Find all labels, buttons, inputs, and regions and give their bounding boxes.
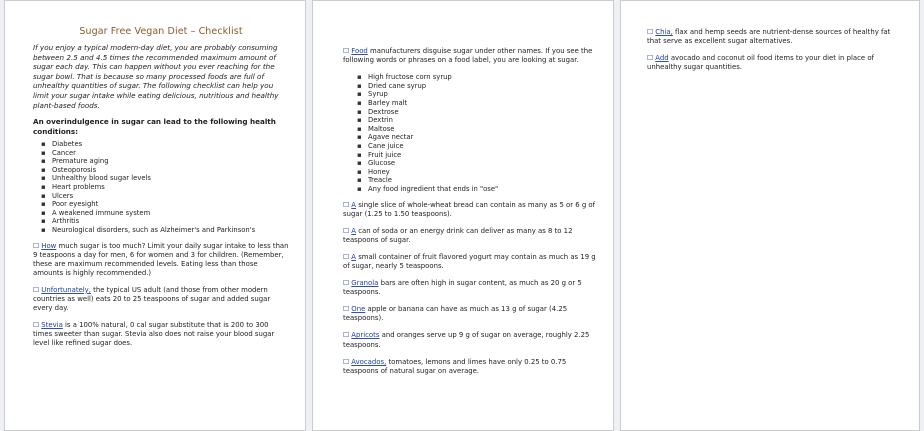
list-item: ▪ Glucose — [357, 159, 599, 168]
list-item: ▪ Unhealthy blood sugar levels — [41, 174, 289, 183]
checklist-item — [343, 47, 599, 65]
checkbox-icon[interactable]: ☐ — [647, 28, 654, 36]
checklist-text: apple or banana can have as much as 13 g of sugar (4.25 teaspoons). — [343, 305, 568, 323]
checkbox-icon[interactable]: ☐ — [343, 279, 350, 288]
checklist-lead-word: Apricots — [351, 331, 380, 340]
list-item: ▪ Honey — [357, 168, 599, 177]
list-item: ▪ Treacle — [357, 176, 599, 185]
checklist-text: the typical US adult (and those from other modern countries as well) eats 20 to 25 teaspoons of sugar and added sugar every day. — [33, 285, 271, 313]
checklist-text: much sugar is too much? Limit your daily sugar intake to less than 9 teaspoons a day for men, 6 for women and 3 for children. (Remember, these are maximum recommended levels. Eating less than those amounts is highly recommended.) — [33, 241, 289, 277]
list-item: ▪ Syrup — [357, 90, 599, 99]
intro-paragraph: If you enjoy a typical modern-day diet, you are probably consuming between 2.5 and 4.5 times the recommended maximum amount of sugar each day. This can happen without you ever reaching for the sugar bowl. That is because so many processed foods are full of unhealthy quantities of sugar. The following checklist can help you limit your sugar intake while eating delicious, nutritious and healthy plant-based foods. — [33, 43, 279, 110]
checklist-lead-word: Avocados, — [351, 357, 387, 366]
checklist-item — [343, 253, 599, 271]
checklist-item — [343, 305, 599, 323]
checkbox-icon[interactable]: ☐ — [343, 252, 350, 261]
list-item: ▪ Dextrose — [357, 108, 599, 117]
page-3-content — [647, 1, 903, 80]
list-item: ▪ Fruit juice — [357, 151, 599, 160]
list-item: ▪ Osteoporosis — [41, 166, 289, 175]
list-item: ▪ Heart problems — [41, 183, 289, 192]
list-item: ▪ Agave nectar — [357, 133, 599, 142]
checklist-text: and oranges serve up 9 g of sugar on average, roughly 2.25 teaspoons. — [343, 331, 590, 349]
list-item: ▪ Poor eyesight — [41, 200, 289, 209]
list-item: ▪ Arthritis — [41, 217, 289, 226]
checkbox-icon[interactable]: ☐ — [343, 305, 350, 314]
list-item: ▪ Ulcers — [41, 192, 289, 201]
list-item: ▪ Diabetes — [41, 140, 289, 149]
page-2-content — [343, 1, 599, 384]
checkbox-icon[interactable]: ☐ — [33, 241, 40, 250]
document-page-1 — [4, 0, 306, 431]
checklist-lead-word: A — [351, 226, 356, 235]
checklist-lead-word: Chia, — [655, 28, 673, 36]
checkbox-icon[interactable]: ☐ — [343, 226, 350, 235]
checklist-lead-word: A — [351, 252, 356, 261]
checklist-text: can of soda or an energy drink can deliver as many as 8 to 12 teaspoons of sugar. — [343, 226, 573, 244]
document-page-3 — [620, 0, 920, 431]
checkbox-icon[interactable]: ☐ — [343, 200, 350, 209]
checklist-item — [343, 201, 599, 219]
checklist-item — [343, 279, 599, 297]
checklist-item — [647, 28, 903, 46]
checkbox-icon[interactable]: ☐ — [647, 54, 654, 63]
list-item: ▪ Neurological disorders, such as Alzheimer's and Parkinson's — [41, 226, 289, 235]
checklist-text: flax and hemp seeds are nutrient-dense sources of healthy fat that serve as excellent sugar alternatives. — [647, 28, 891, 46]
list-item: ▪ High fructose corn syrup — [357, 73, 599, 82]
checklist-text: small container of fruit flavored yogurt may contain as much as 19 g of sugar, nearly 5 teaspoons. — [343, 252, 596, 270]
checklist-text: single slice of whole-wheat bread can contain as many as 5 or 6 g of sugar (1.25 to 1.50 teaspoons). — [343, 200, 596, 218]
checklist-text: avocado and coconut oil food items to your diet in place of unhealthy sugar quantities. — [647, 54, 874, 72]
conditions-heading: An overindulgence in sugar can lead to the following health conditions: — [33, 117, 276, 136]
page-1-content — [33, 1, 289, 356]
checkbox-icon[interactable]: ☐ — [343, 331, 350, 340]
checklist-item — [343, 358, 599, 376]
checkbox-icon[interactable]: ☐ — [33, 321, 40, 330]
sugar-names-list — [343, 73, 599, 193]
document-page-2 — [312, 0, 614, 431]
checklist-item — [33, 242, 289, 278]
checklist-lead-word: Stevia — [41, 321, 63, 330]
checklist-item — [33, 286, 289, 313]
checkbox-icon[interactable]: ☐ — [33, 285, 40, 294]
checklist-item — [343, 227, 599, 245]
checklist-lead-word: Add — [655, 54, 669, 63]
checklist-lead-word: How — [41, 241, 57, 250]
list-item: ▪ Any food ingredient that ends in "ose" — [357, 185, 599, 194]
checklist-item — [33, 321, 289, 348]
checklist-text: is a 100% natural, 0 cal sugar substitute that is 200 to 300 times sweeter than sugar. Stevia also does not raise your blood sugar level like refined sugar does. — [33, 321, 275, 348]
checkbox-icon[interactable]: ☐ — [343, 357, 350, 366]
list-item: ▪ Premature aging — [41, 157, 289, 166]
list-item: ▪ Cane juice — [357, 142, 599, 151]
checklist-lead-word: Granola — [351, 279, 379, 288]
checklist-lead-word: A — [351, 200, 356, 209]
list-item: ▪ Barley malt — [357, 99, 599, 108]
document-title: Sugar Free Vegan Diet – Checklist — [79, 26, 243, 37]
list-item: ▪ Dried cane syrup — [357, 82, 599, 91]
checklist-item — [343, 331, 599, 349]
checklist-lead-word: Food — [351, 47, 368, 55]
list-item: ▪ Cancer — [41, 149, 289, 158]
checklist-item — [647, 54, 903, 72]
list-item: ▪ Maltose — [357, 125, 599, 134]
checklist-text: bars are often high in sugar content, as much as 20 g or 5 teaspoons. — [343, 279, 582, 297]
checklist-lead-word: One — [351, 305, 366, 314]
checkbox-icon[interactable]: ☐ — [343, 47, 350, 55]
checklist-lead-word: Unfortunately, — [41, 285, 91, 294]
checklist-text: manufacturers disguise sugar under other names. If you see the following words or phrases on a food label, you are looking at sugar. — [343, 47, 593, 65]
checklist-text: tomatoes, lemons and limes have only 0.25 to 0.75 teaspoons of natural sugar on average. — [343, 357, 567, 375]
conditions-list — [33, 140, 289, 235]
list-item: ▪ A weakened immune system — [41, 209, 289, 218]
list-item: ▪ Dextrin — [357, 116, 599, 125]
